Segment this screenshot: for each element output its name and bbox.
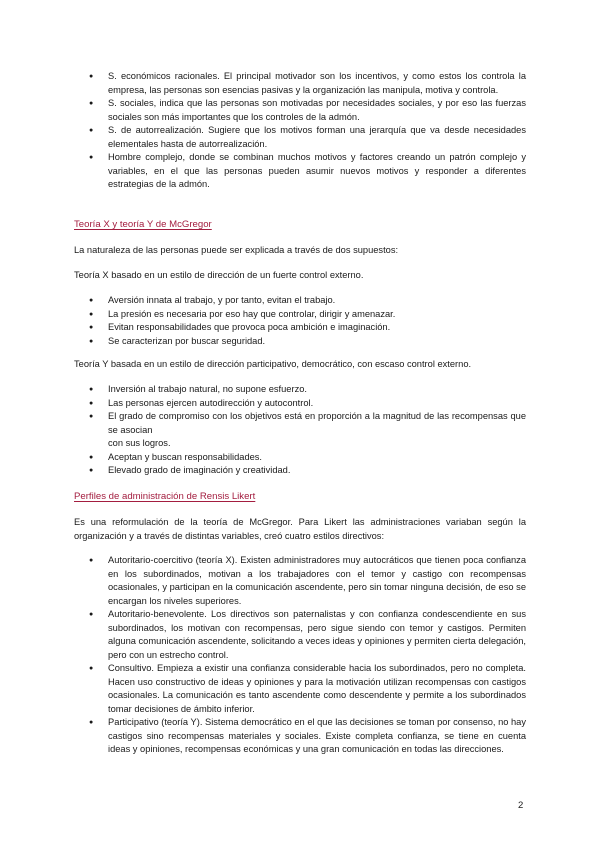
list-item-continuation: con sus logros. bbox=[108, 438, 171, 448]
page-number: 2 bbox=[518, 800, 524, 811]
types-of-man-list bbox=[74, 70, 526, 192]
list-item: ● S. sociales, indica que las personas son motivadas por necesidades sociales, y por eso las fuerzas sociales son más importantes que los controles de la admón. bbox=[74, 97, 526, 124]
list-item: ● Hombre complejo, donde se combinan muchos motivos y factores creando un patrón complejo y variables, en el que las personas pueden asumir nuevos motivos y responder a diferentes estrategias de la admón. bbox=[74, 151, 526, 192]
list-item: ● La presión es necesaria por eso hay que controlar, dirigir y amenazar. bbox=[74, 308, 526, 322]
theory-y-list bbox=[74, 383, 526, 478]
list-item: ● Elevado grado de imaginación y creatividad. bbox=[74, 464, 526, 478]
list-item: ● S. económicos racionales. El principal motivador son los incentivos, y como estos los controla la empresa, las personas son esencias pasivas y la organización las manipula, motiva y controla. bbox=[74, 70, 526, 97]
list-item: ● Se caracterizan por buscar seguridad. bbox=[74, 335, 526, 349]
list-item: ● Aceptan y buscan responsabilidades. bbox=[74, 451, 526, 465]
list-item: ● Inversión al trabajo natural, no supone esfuerzo. bbox=[74, 383, 526, 397]
list-item: ● Autoritario-coercitivo (teoría X). Existen administradores muy autocráticos que tienen poca confianza en los subordinados, motivan a los trabajadores con el temor y castigo con recompensas ocasionales, y participan en la comunicación ascendente, pero sin tomar ninguna decisión, de eso se encargan los niveles superiores. bbox=[74, 554, 526, 608]
list-item: ● Evitan responsabilidades que provoca poca ambición e imaginación. bbox=[74, 321, 526, 335]
heading-mcgregor: Teoría X y teoría Y de McGregor bbox=[74, 219, 212, 230]
likert-intro: Es una reformulación de la teoría de McGregor. Para Likert las administraciones variaban según la organización y a través de distintas variables, creó cuatro estilos directivos: bbox=[74, 517, 526, 541]
list-item: ● Aversión innata al trabajo, y por tanto, evitan el trabajo. bbox=[74, 294, 526, 308]
list-item: ● Las personas ejercen autodirección y autocontrol. bbox=[74, 397, 526, 411]
list-item: ● El grado de compromiso con los objetivos está en proporción a la magnitud de las recompensas que se asocian bbox=[74, 410, 526, 437]
theory-x-intro: Teoría X basado en un estilo de dirección de un fuerte control externo. bbox=[74, 270, 364, 280]
list-item: ● Autoritario-benevolente. Los directivos son paternalistas y con confianza condescendiente en sus subordinados, los motivan con recompensas, pero sigue siendo con temor y castigos. Permiten alguna comunicación ascendente, solicitando a veces ideas y opiniones y permiten cierta delegación, pero con un estrecho control. bbox=[74, 608, 526, 662]
theory-y-intro: Teoría Y basada en un estilo de dirección participativo, democrático, con escaso control externo. bbox=[74, 359, 472, 369]
heading-likert: Perfiles de administración de Rensis Likert bbox=[74, 491, 256, 502]
list-item: ● Consultivo. Empieza a existir una confianza considerable hacia los subordinados, pero no completa. Hacen uso constructivo de ideas y opiniones y para la motivación utilizan recompensas con castigos ocasionales. La comunicación es tanto ascendente como descendente y permite a los subordinados tomar decisiones de ámbito inferior. bbox=[74, 662, 526, 716]
list-item: ● S. de autorrealización. Sugiere que los motivos forman una jerarquía que va desde necesidades elementales hasta de autorrealización. bbox=[74, 124, 526, 151]
theory-x-list bbox=[74, 294, 526, 348]
mcgregor-intro: La naturaleza de las personas puede ser explicada a través de dos supuestos: bbox=[74, 245, 399, 255]
likert-styles-list bbox=[74, 554, 526, 757]
list-item: ● Participativo (teoría Y). Sistema democrático en el que las decisiones se toman por consenso, no hay castigos sino recompensas materiales y sociales. Existe completa confianza, se tiene en cuenta ideas y opiniones, recompensas económicas y una gran comunicación en todas las direcciones. bbox=[74, 716, 526, 757]
